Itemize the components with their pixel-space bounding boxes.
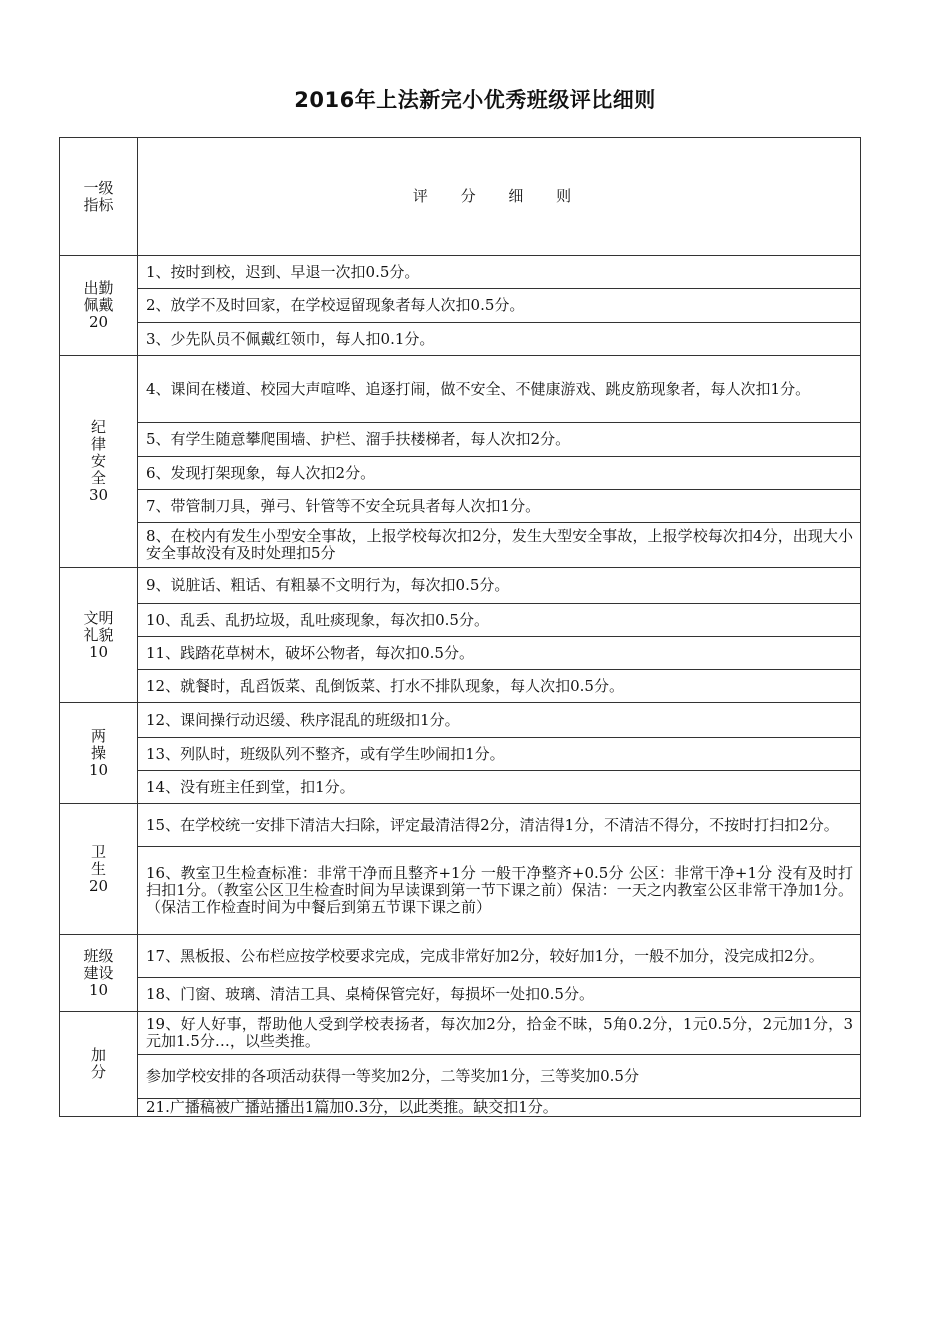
header-category-line: 一级 xyxy=(83,178,114,197)
rule-cell: 5、有学生随意攀爬围墙、护栏、溜手扶楼梯者，每人次扣2分。 xyxy=(138,423,861,457)
table-row xyxy=(60,670,861,703)
table-row xyxy=(60,490,861,523)
table-row xyxy=(60,935,861,978)
table-row xyxy=(60,637,861,670)
category-label-line: 文明 xyxy=(83,608,114,627)
header-row xyxy=(60,138,861,256)
table-row xyxy=(60,457,861,490)
rule-cell: 14、没有班主任到堂，扣1分。 xyxy=(138,771,861,804)
table-row xyxy=(60,1055,861,1099)
category-cell xyxy=(60,703,138,804)
category-label-line: 出勤 xyxy=(83,279,114,297)
table-row xyxy=(60,1099,861,1117)
rule-cell: 21.广播稿被广播站播出1篇加0.3分，以此类推。缺交扣1分。 xyxy=(138,1099,861,1117)
category-label-line: 10 xyxy=(88,642,109,661)
table-row xyxy=(60,604,861,637)
category-label-line: 班级 xyxy=(83,946,114,965)
table-row xyxy=(60,804,861,847)
category-label-line: 安 xyxy=(90,452,106,470)
category-label-line: 10 xyxy=(88,760,109,779)
rule-cell: 2、放学不及时回家，在学校逗留现象者每人次扣0.5分。 xyxy=(138,289,861,323)
category-label-line: 礼貌 xyxy=(83,625,114,644)
table-row xyxy=(60,703,861,738)
table-row xyxy=(60,256,861,289)
rule-cell: 9、说脏话、粗话、有粗暴不文明行为，每次扣0.5分。 xyxy=(138,568,861,604)
category-label-line: 纪 xyxy=(90,418,106,436)
rule-cell: 1、按时到校，迟到、早退一次扣0.5分。 xyxy=(138,256,861,289)
table-row xyxy=(60,568,861,604)
rules-table xyxy=(59,137,861,1117)
rule-cell: 11、践踏花草树木，破坏公物者，每次扣0.5分。 xyxy=(138,637,861,670)
table-row xyxy=(60,289,861,323)
rule-cell: 3、少先队员不佩戴红领巾，每人扣0.1分。 xyxy=(138,323,861,356)
category-label-line: 全 xyxy=(90,469,106,487)
category-label-line: 20 xyxy=(88,313,109,331)
rule-cell: 7、带管制刀具，弹弓、针管等不安全玩具者每人次扣1分。 xyxy=(138,490,861,523)
category-cell xyxy=(60,356,138,568)
rule-cell: 15、在学校统一安排下清洁大扫除，评定最清洁得2分，清洁得1分，不清洁不得分，不按时打扫扣2分。 xyxy=(138,804,861,847)
rule-cell: 17、黑板报、公布栏应按学校要求完成，完成非常好加2分，较好加1分，一般不加分，没完成扣2分。 xyxy=(138,935,861,978)
category-label-line: 10 xyxy=(88,980,109,999)
category-cell xyxy=(60,568,138,703)
category-label-line: 20 xyxy=(88,876,109,895)
category-label-line: 建设 xyxy=(83,963,114,982)
table-row xyxy=(60,356,861,423)
rule-cell: 13、列队时，班级队列不整齐，或有学生吵闹扣1分。 xyxy=(138,738,861,771)
rule-cell: 18、门窗、玻璃、清洁工具、桌椅保管完好，每损坏一处扣0.5分。 xyxy=(138,978,861,1012)
category-cell xyxy=(60,256,138,356)
table-row xyxy=(60,523,861,568)
category-cell xyxy=(60,935,138,1012)
category-label-line: 30 xyxy=(88,486,109,504)
category-cell xyxy=(60,804,138,935)
rule-cell: 参加学校安排的各项活动获得一等奖加2分，二等奖加1分，三等奖加0.5分 xyxy=(138,1055,861,1099)
header-rules-cell: 评 分 细 则 xyxy=(138,138,861,256)
header-category-line: 指标 xyxy=(83,195,114,214)
category-label-line: 操 xyxy=(90,743,106,762)
category-label-line: 分 xyxy=(90,1063,106,1081)
category-label-line: 佩戴 xyxy=(83,296,114,314)
rule-cell: 12、就餐时，乱舀饭菜、乱倒饭菜、打水不排队现象，每人次扣0.5分。 xyxy=(138,670,861,703)
category-label-line: 卫 xyxy=(90,842,106,861)
category-label-line: 律 xyxy=(90,435,106,453)
page-title: 2016年上法新完小优秀班级评比细则 xyxy=(294,88,656,112)
category-cell xyxy=(60,1012,138,1117)
table-row xyxy=(60,771,861,804)
table-row xyxy=(60,978,861,1012)
category-label-line: 两 xyxy=(90,726,106,745)
table-row xyxy=(60,423,861,457)
rule-cell: 10、乱丢、乱扔垃圾，乱吐痰现象，每次扣0.5分。 xyxy=(138,604,861,637)
table-row xyxy=(60,1012,861,1055)
table-row xyxy=(60,738,861,771)
category-label-line: 加 xyxy=(90,1046,106,1064)
rule-cell: 19、好人好事，帮助他人受到学校表扬者，每次加2分，拾金不昧，5角0.2分，1元0.5分，2元加1分，3元加1.5分…，以些类推。 xyxy=(138,1012,861,1055)
header-category-cell xyxy=(60,138,138,256)
rule-cell: 4、课间在楼道、校园大声喧哗、追逐打闹，做不安全、不健康游戏、跳皮筋现象者，每人次扣1分。 xyxy=(138,356,861,423)
rule-cell: 16、教室卫生检查标准：非常干净而且整齐+1分 一般干净整齐+0.5分 公区：非常干净+1分 没有及时打扫扣1分。（教室公区卫生检查时间为早读课到第一节下课之前）保洁：一天之内教室公区非常干净加1分。（保洁工作检查时间为中餐后到第五节课下课之前） xyxy=(138,847,861,935)
rule-cell: 6、发现打架现象，每人次扣2分。 xyxy=(138,457,861,490)
rule-cell: 12、课间操行动迟缓、秩序混乱的班级扣1分。 xyxy=(138,703,861,738)
table-row xyxy=(60,847,861,935)
table-row xyxy=(60,323,861,356)
rule-cell: 8、在校内有发生小型安全事故，上报学校每次扣2分，发生大型安全事故，上报学校每次扣4分，出现大小安全事故没有及时处理扣5分 xyxy=(138,523,861,568)
category-label-line: 生 xyxy=(90,859,106,878)
